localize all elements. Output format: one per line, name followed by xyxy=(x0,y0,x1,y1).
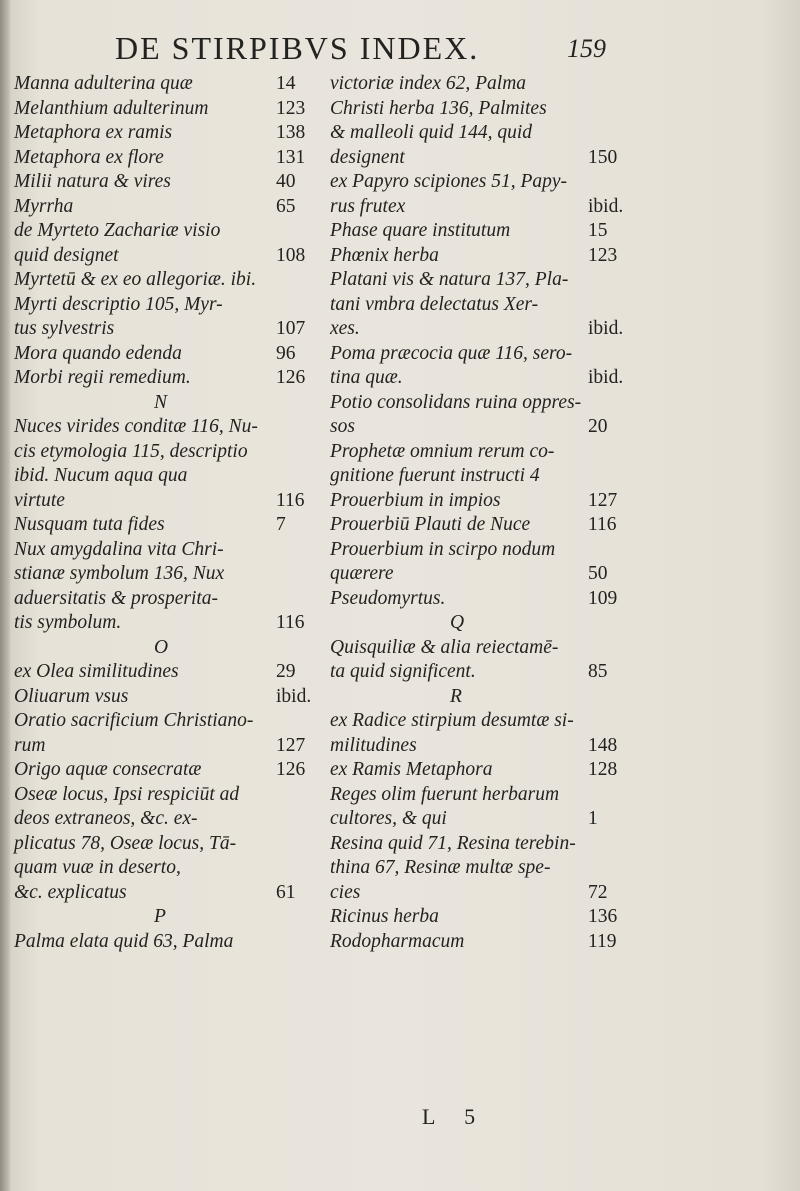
entry-text: tani vmbra delectatus Xer- xyxy=(330,293,539,315)
entry-page-ref: 123 xyxy=(276,97,306,119)
entry-text: Myrti descriptio 105, Myr- xyxy=(14,293,223,315)
index-entry xyxy=(330,121,630,146)
binding-gutter xyxy=(0,0,10,1191)
index-entry xyxy=(330,734,630,759)
entry-text: tus sylvestris xyxy=(14,318,115,339)
index-entry xyxy=(14,856,329,881)
entry-text: Platani vis & natura 137, Pla- xyxy=(330,269,569,290)
index-entry xyxy=(330,293,630,318)
entry-page-ref: 14 xyxy=(276,73,296,94)
entry-text: rus frutex xyxy=(330,195,406,217)
index-entry xyxy=(330,807,630,832)
entry-page-ref: 126 xyxy=(276,367,306,388)
section-letter xyxy=(330,685,630,710)
entry-text: P xyxy=(154,906,166,927)
index-entry xyxy=(330,170,630,195)
entry-page-ref: ibid. xyxy=(588,367,624,388)
entry-text: Mora quando edenda xyxy=(14,342,182,364)
entry-text: Phase quare institutum xyxy=(330,220,511,241)
index-entry xyxy=(330,587,630,612)
entry-text: Reges olim fuerunt herbarum xyxy=(330,783,560,805)
index-entry xyxy=(14,244,329,269)
index-entry xyxy=(14,513,329,538)
index-entry xyxy=(330,268,630,293)
entry-text: thina 67, Resinæ multæ spe- xyxy=(330,857,551,878)
entry-text: Origo aquæ consecratæ xyxy=(14,759,202,780)
entry-text: Q xyxy=(450,612,465,633)
entry-page-ref: 20 xyxy=(588,416,608,437)
index-entry xyxy=(14,832,329,857)
entry-text: Ricinus herba xyxy=(330,906,439,927)
index-entry xyxy=(330,464,630,489)
index-entry xyxy=(14,146,329,171)
entry-text: ibid. Nucum aqua qua xyxy=(14,465,188,486)
index-entry xyxy=(330,856,630,881)
running-title: DE STIRPIBVS INDEX. xyxy=(115,30,480,66)
index-entry xyxy=(14,342,329,367)
entry-text: quam vuæ in deserto, xyxy=(14,857,181,878)
entry-page-ref: 116 xyxy=(276,612,305,633)
entry-page-ref: 119 xyxy=(588,930,617,952)
index-entry xyxy=(330,636,630,661)
entry-text: Prouerbium in scirpo nodum xyxy=(330,538,556,560)
index-entry xyxy=(14,881,329,906)
entry-text: Melanthium adulterinum xyxy=(14,97,209,119)
index-entry xyxy=(14,195,329,220)
entry-text: militudines xyxy=(330,734,417,756)
entry-text: cies xyxy=(330,881,361,903)
entry-text: O xyxy=(154,636,169,658)
entry-text: Oseæ locus, Ipsi respiciūt ad xyxy=(14,783,240,805)
index-entry xyxy=(14,97,329,122)
index-entry xyxy=(14,660,329,685)
entry-text: Nuces virides conditæ 116, Nu- xyxy=(14,416,258,437)
index-entry xyxy=(330,244,630,269)
entry-page-ref: 150 xyxy=(588,146,618,168)
index-entry xyxy=(14,415,329,440)
left-index-column xyxy=(14,72,329,954)
index-entry xyxy=(14,366,329,391)
index-entry xyxy=(14,317,329,342)
entry-page-ref: ibid. xyxy=(588,318,624,339)
entry-text: Metaphora ex flore xyxy=(14,146,164,168)
right-index-column xyxy=(330,72,630,954)
entry-text: Oliuarum vsus xyxy=(14,685,129,707)
entry-text: &c. explicatus xyxy=(14,881,127,903)
entry-text: Phœnix herba xyxy=(330,244,439,266)
section-letter xyxy=(330,611,630,636)
entry-text: Prouerbiū Plauti de Nuce xyxy=(330,514,531,535)
entry-page-ref: 50 xyxy=(588,563,608,584)
entry-page-ref: 127 xyxy=(588,489,618,511)
section-letter xyxy=(14,905,329,930)
entry-page-ref: 126 xyxy=(276,759,306,780)
page-header xyxy=(115,30,655,70)
entry-text: victoriæ index 62, Palma xyxy=(330,73,527,94)
index-entry xyxy=(330,391,630,416)
entry-text: cultores, & qui xyxy=(330,808,447,829)
index-entry xyxy=(14,72,329,97)
entry-text: ta quid significent. xyxy=(330,661,476,682)
index-entry xyxy=(14,783,329,808)
entry-page-ref: 15 xyxy=(588,220,608,241)
entry-page-ref: 85 xyxy=(588,661,608,682)
entry-page-ref: 136 xyxy=(588,906,618,927)
entry-text: Nux amygdalina vita Chri- xyxy=(14,538,224,560)
index-entry xyxy=(330,415,630,440)
entry-text: ex Radice stirpium desumtæ si- xyxy=(330,710,574,731)
index-entry xyxy=(14,611,329,636)
entry-text: Potio consolidans ruina oppres- xyxy=(330,391,582,413)
entry-text: plicatus 78, Oseæ locus, Tā- xyxy=(14,832,237,854)
entry-page-ref: 148 xyxy=(588,734,618,756)
entry-text: designent xyxy=(330,146,405,168)
entry-text: ex Papyro scipiones 51, Papy- xyxy=(330,171,567,192)
entry-text: tina quæ. xyxy=(330,367,403,388)
index-entry xyxy=(330,881,630,906)
entry-text: Resina quid 71, Resina terebin- xyxy=(330,832,576,854)
entry-page-ref: 65 xyxy=(276,195,296,217)
entry-page-ref: 109 xyxy=(588,587,618,609)
index-entry xyxy=(330,97,630,122)
entry-page-ref: 127 xyxy=(276,734,306,756)
entry-text: & malleoli quid 144, quid xyxy=(330,122,533,143)
entry-text: cis etymologia 115, descriptio xyxy=(14,440,248,462)
entry-text: de Myrteto Zachariæ visio xyxy=(14,220,221,241)
index-entry xyxy=(14,930,329,955)
entry-text: Milii natura & vires xyxy=(14,171,171,192)
index-entry xyxy=(330,489,630,514)
entry-page-ref: 7 xyxy=(276,514,286,535)
index-entry xyxy=(330,562,630,587)
entry-page-ref: 96 xyxy=(276,342,296,364)
index-entry xyxy=(330,660,630,685)
index-entry xyxy=(330,72,630,97)
entry-text: R xyxy=(450,685,462,707)
index-entry xyxy=(14,685,329,710)
index-entry xyxy=(330,366,630,391)
index-entry xyxy=(330,317,630,342)
index-entry xyxy=(14,709,329,734)
page-number: 159 xyxy=(567,34,606,63)
index-entry xyxy=(330,930,630,955)
index-entry xyxy=(14,538,329,563)
entry-text: Nusquam tuta fides xyxy=(14,514,165,535)
entry-page-ref: ibid. xyxy=(276,685,312,707)
index-entry xyxy=(14,489,329,514)
entry-text: gnitione fuerunt instructi 4 xyxy=(330,465,540,486)
entry-page-ref: 116 xyxy=(588,514,617,535)
entry-page-ref: 108 xyxy=(276,244,306,266)
index-entry xyxy=(330,905,630,930)
entry-text: Myrtetū & ex eo allegoriæ. ibi. xyxy=(14,269,257,290)
entry-page-ref: 61 xyxy=(276,881,296,903)
index-entry xyxy=(330,758,630,783)
entry-page-ref: 131 xyxy=(276,146,306,168)
entry-text: quid designet xyxy=(14,244,119,266)
index-entry xyxy=(330,440,630,465)
index-entry xyxy=(330,538,630,563)
entry-text: Manna adulterina quæ xyxy=(14,73,193,94)
entry-text: rum xyxy=(14,734,46,756)
index-entry xyxy=(14,219,329,244)
entry-text: quærere xyxy=(330,563,394,584)
entry-text: virtute xyxy=(14,489,65,511)
entry-text: Pseudomyrtus. xyxy=(330,587,446,609)
entry-text: ex Olea similitudines xyxy=(14,661,179,682)
entry-text: deos extraneos, &c. ex- xyxy=(14,808,198,829)
entry-text: Myrrha xyxy=(14,195,74,217)
index-entry xyxy=(14,464,329,489)
entry-text: Palma elata quid 63, Palma xyxy=(14,930,234,952)
index-entry xyxy=(14,170,329,195)
entry-page-ref: 29 xyxy=(276,661,296,682)
index-entry xyxy=(14,121,329,146)
entry-page-ref: 107 xyxy=(276,318,306,339)
entry-text: Metaphora ex ramis xyxy=(14,122,173,143)
index-entry xyxy=(14,293,329,318)
index-entry xyxy=(14,587,329,612)
entry-text: Poma præcocia quæ 116, sero- xyxy=(330,342,573,364)
entry-page-ref: 128 xyxy=(588,759,618,780)
index-entry xyxy=(330,146,630,171)
entry-text: Prophetæ omnium rerum co- xyxy=(330,440,555,462)
entry-text: ex Ramis Metaphora xyxy=(330,759,493,780)
entry-page-ref: 116 xyxy=(276,489,305,511)
entry-text: stianæ symbolum 136, Nux xyxy=(14,563,225,584)
index-entry xyxy=(14,440,329,465)
index-entry xyxy=(14,758,329,783)
entry-page-ref: 72 xyxy=(588,881,608,903)
index-entry xyxy=(330,783,630,808)
index-entry xyxy=(330,513,630,538)
entry-text: Rodopharmacum xyxy=(330,930,465,952)
entry-page-ref: 123 xyxy=(588,244,618,266)
entry-page-ref: ibid. xyxy=(588,195,624,217)
entry-text: N xyxy=(154,391,168,413)
entry-text: Morbi regii remedium. xyxy=(14,367,191,388)
index-entry xyxy=(330,342,630,367)
section-letter xyxy=(14,391,329,416)
entry-page-ref: 138 xyxy=(276,122,306,143)
index-entry xyxy=(14,562,329,587)
index-entry xyxy=(14,734,329,759)
section-letter xyxy=(14,636,329,661)
index-entry xyxy=(14,268,329,293)
entry-text: tis symbolum. xyxy=(14,612,122,633)
entry-page-ref: 40 xyxy=(276,171,296,192)
signature-mark xyxy=(330,1104,630,1134)
index-entry xyxy=(330,832,630,857)
signature-text: L 5 xyxy=(422,1104,488,1129)
entry-text: Quisquiliæ & alia reiectamē- xyxy=(330,636,559,658)
index-entry xyxy=(330,195,630,220)
entry-text: Christi herba 136, Palmites xyxy=(330,97,547,119)
entry-page-ref: 1 xyxy=(588,808,598,829)
entry-text: Oratio sacrificium Christiano- xyxy=(14,710,254,731)
entry-text: aduersitatis & prosperita- xyxy=(14,587,219,609)
index-entry xyxy=(14,807,329,832)
entry-text: sos xyxy=(330,416,355,437)
index-entry xyxy=(330,219,630,244)
entry-text: xes. xyxy=(330,318,360,339)
entry-text: Prouerbium in impios xyxy=(330,489,501,511)
index-entry xyxy=(330,709,630,734)
